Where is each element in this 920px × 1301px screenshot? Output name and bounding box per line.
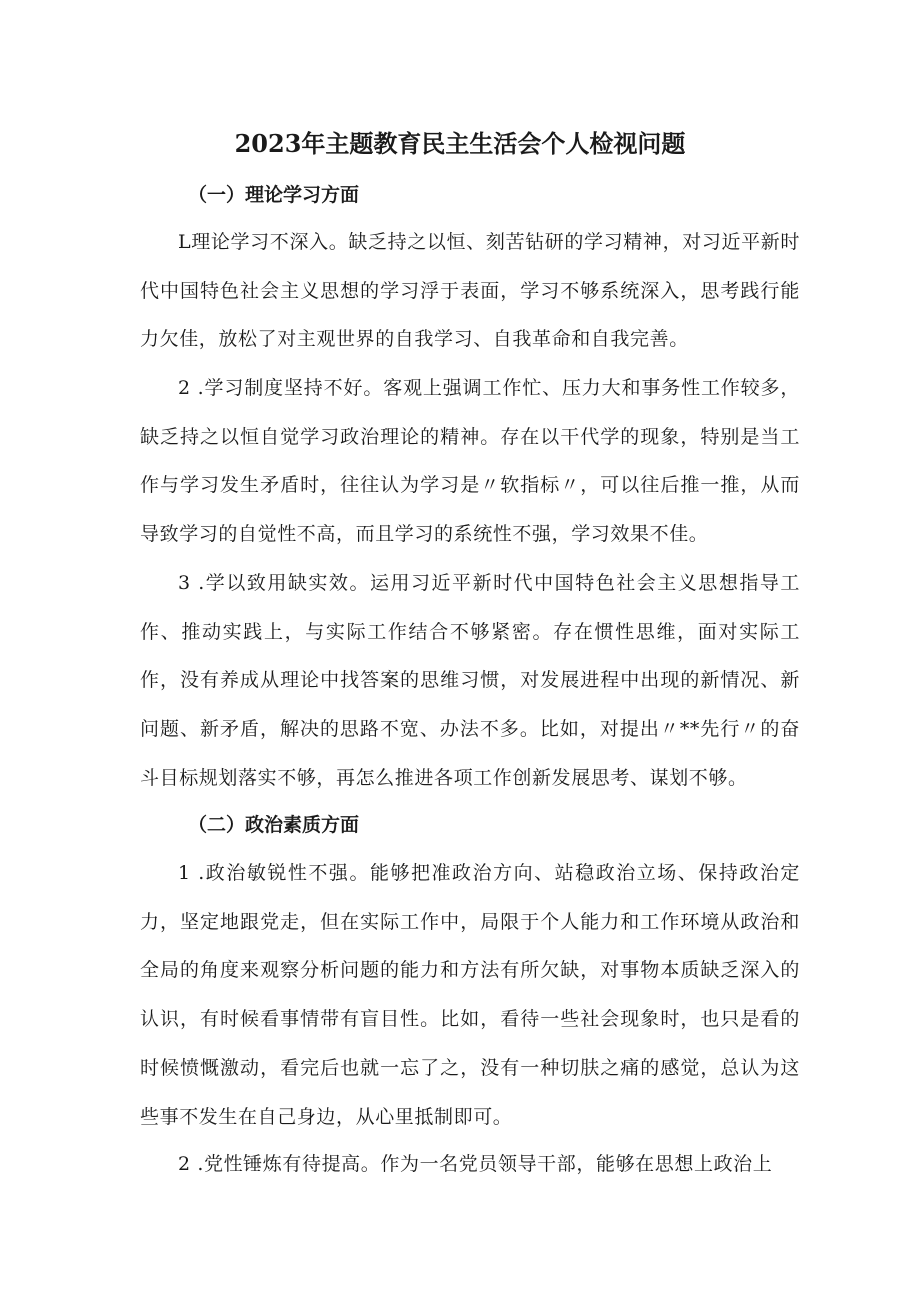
section-heading-theory: （一）理论学习方面 [188, 184, 360, 206]
section-heading-political: （二）政治素质方面 [188, 814, 360, 836]
paragraph-theory-2: 2 .学习制度坚持不好。客观上强调工作忙、压力大和事务性工作较多，缺乏持之以恒自觉学习政治理论的精神。存在以干代学的现象，特别是当工作与学习发生矛盾时，往往认为学习是〃软指标〃，可以往后推一推，从而导致学习的自觉性不高，而且学习的系统性不强，学习效果不佳。 [140, 377, 800, 546]
paragraph-political-2: 2 .党性锤炼有待提高。作为一名党员领导干部，能够在思想上政治上 [178, 1153, 773, 1175]
paragraph-theory-1: L理论学习不深入。缺乏持之以恒、刻苦钻研的学习精神，对习近平新时代中国特色社会主义思想的学习浮于表面，学习不够系统深入，思考践行能力欠佳，放松了对主观世界的自我学习、自我革命和自我完善。 [140, 231, 800, 351]
paragraph-theory-3: 3 .学以致用缺实效。运用习近平新时代中国特色社会主义思想指导工作、推动实践上，与实际工作结合不够紧密。存在惯性思维，面对实际工作，没有养成从理论中找答案的思维习惯，对发展进程中出现的新情况、新问题、新矛盾，解决的思路不宽、办法不多。比如，对提出〃**先行〃的奋斗目标规划落实不够，再怎么推进各项工作创新发展思考、谋划不够。 [140, 572, 800, 789]
document-title: 2023年主题教育民主生活会个人检视问题 [234, 129, 686, 158]
paragraph-political-1: 1 .政治敏锐性不强。能够把准政治方向、站稳政治立场、保持政治定力，坚定地跟党走，但在实际工作中，局限于个人能力和工作环境从政治和全局的角度来观察分析问题的能力和方法有所欠缺，对事物本质缺乏深入的认识，有时候看事情带有盲目性。比如，看待一些社会现象时，也只是看的时候愤慨激动，看完后也就一忘了之，没有一种切肤之痛的感觉，总认为这些事不发生在自己身边，从心里抵制即可。 [140, 862, 800, 1128]
